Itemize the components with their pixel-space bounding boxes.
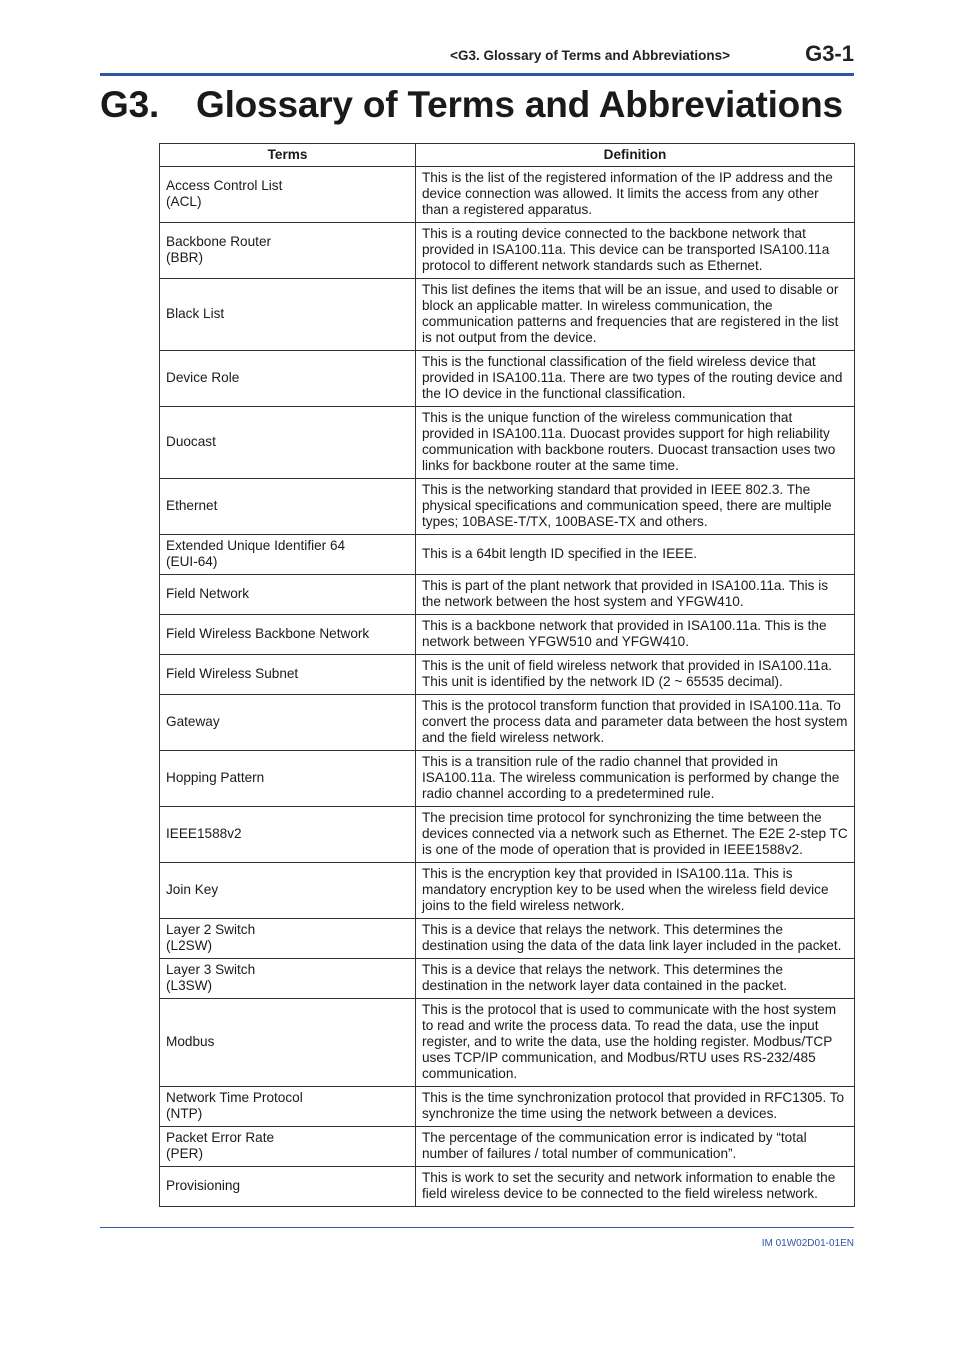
table-row: [160, 615, 855, 655]
page-number: G3-1: [805, 41, 854, 66]
definition-cell: This is the list of the registered information of the IP address and the device connection was allowed. It limits the access from any other than a registered apparatus.: [416, 167, 855, 223]
term-cell: Packet Error Rate (PER): [160, 1127, 416, 1167]
table-row: [160, 1167, 855, 1207]
definition-cell: This is the networking standard that provided in IEEE 802.3. The physical specifications and communication speed, there are multiple types; 10BASE-T/TX, 100BASE-TX and others.: [416, 479, 855, 535]
term-cell: Black List: [160, 279, 416, 351]
table-row: [160, 223, 855, 279]
term-cell: Layer 3 Switch (L3SW): [160, 959, 416, 999]
glossary-table: [159, 143, 855, 1207]
term-cell: Network Time Protocol (NTP): [160, 1087, 416, 1127]
column-header-definition: Definition: [416, 144, 855, 167]
table-row: [160, 575, 855, 615]
table-row: [160, 695, 855, 751]
definition-cell: This is a routing device connected to the backbone network that provided in ISA100.11a. This device can be transported ISA100.11a protocol to different network standards such as Ethernet.: [416, 223, 855, 279]
definition-cell: This is the unique function of the wireless communication that provided in ISA100.11a. Duocast provides support for high reliability communication with backbone routers. Duocast transaction uses two links for backbone router at the same time.: [416, 407, 855, 479]
term-cell: Duocast: [160, 407, 416, 479]
table-row: [160, 279, 855, 351]
term-cell: Ethernet: [160, 479, 416, 535]
page-title: [100, 84, 843, 126]
term-cell: Backbone Router (BBR): [160, 223, 416, 279]
definition-cell: This is the unit of field wireless network that provided in ISA100.11a. This unit is identified by the network ID (2 ~ 65535 decimal).: [416, 655, 855, 695]
table-row: [160, 351, 855, 407]
term-cell: Field Wireless Backbone Network: [160, 615, 416, 655]
term-cell: IEEE1588v2: [160, 807, 416, 863]
definition-cell: This is the functional classification of the field wireless device that provided in ISA100.11a. There are two types of the routing device and the IO device in the functional classification.: [416, 351, 855, 407]
definition-cell: This list defines the items that will be an issue, and used to disable or block an applicable matter. In wireless communication, the communication patterns and frequencies that are registered in the list is not output from the device.: [416, 279, 855, 351]
table-row: [160, 919, 855, 959]
running-title: <G3. Glossary of Terms and Abbreviations>: [450, 48, 730, 63]
term-cell: Access Control List (ACL): [160, 167, 416, 223]
term-cell: Hopping Pattern: [160, 751, 416, 807]
definition-cell: This is part of the plant network that provided in ISA100.11a. This is the network between the host system and YFGW410.: [416, 575, 855, 615]
column-header-terms: Terms: [160, 144, 416, 167]
table-row: [160, 535, 855, 575]
table-row: [160, 1087, 855, 1127]
definition-cell: This is a device that relays the network. This determines the destination using the data of the data link layer included in the packet.: [416, 919, 855, 959]
table-row: [160, 959, 855, 999]
glossary-body: [160, 167, 855, 1207]
table-row: [160, 999, 855, 1087]
term-cell: Join Key: [160, 863, 416, 919]
table-row: [160, 863, 855, 919]
definition-cell: This is the encryption key that provided in ISA100.11a. This is mandatory encryption key to be used when the wireless field device joins to the field wireless network.: [416, 863, 855, 919]
table-row: [160, 407, 855, 479]
definition-cell: The precision time protocol for synchronizing the time between the devices connected via a network such as Ethernet. The E2E 2-step TC is one of the mode of operation that is provided in IEEE1588v2.: [416, 807, 855, 863]
term-cell: Modbus: [160, 999, 416, 1087]
term-cell: Field Wireless Subnet: [160, 655, 416, 695]
page-header: [100, 40, 854, 76]
definition-cell: This is work to set the security and network information to enable the field wireless device to be connected to the field wireless network.: [416, 1167, 855, 1207]
definition-cell: The percentage of the communication error is indicated by “total number of failures / total number of communication”.: [416, 1127, 855, 1167]
term-cell: Field Network: [160, 575, 416, 615]
term-cell: Extended Unique Identifier 64 (EUI-64): [160, 535, 416, 575]
table-row: [160, 807, 855, 863]
table-row: [160, 655, 855, 695]
table-header-row: [160, 144, 855, 167]
definition-cell: This is a 64bit length ID specified in the IEEE.: [416, 535, 855, 575]
table-row: [160, 751, 855, 807]
definition-cell: This is a backbone network that provided in ISA100.11a. This is the network between YFGW510 and YFGW410.: [416, 615, 855, 655]
term-cell: Device Role: [160, 351, 416, 407]
definition-cell: This is the time synchronization protocol that provided in RFC1305. To synchronize the time using the network between a devices.: [416, 1087, 855, 1127]
term-cell: Provisioning: [160, 1167, 416, 1207]
footer-rule: [100, 1227, 854, 1228]
header-rule: [100, 73, 854, 76]
definition-cell: This is the protocol that is used to communicate with the host system to read and write the process data. To read the data, use the input register, and to write the data, use the holding register. Modbus/TCP uses TCP/IP communication, and Modbus/RTU uses RS-232/485 communication.: [416, 999, 855, 1087]
section-title: Glossary of Terms and Abbreviations: [196, 84, 843, 125]
term-cell: Gateway: [160, 695, 416, 751]
term-cell: Layer 2 Switch (L2SW): [160, 919, 416, 959]
definition-cell: This is a device that relays the network. This determines the destination in the network layer data contained in the packet.: [416, 959, 855, 999]
definition-cell: This is a transition rule of the radio channel that provided in ISA100.11a. The wireless communication is performed by change the radio channel according to a predetermined rule.: [416, 751, 855, 807]
table-row: [160, 479, 855, 535]
table-row: [160, 167, 855, 223]
table-row: [160, 1127, 855, 1167]
section-number: G3.: [100, 84, 160, 125]
definition-cell: This is the protocol transform function that provided in ISA100.11a. To convert the process data and parameter data between the host system and the field wireless network.: [416, 695, 855, 751]
document-id: IM 01W02D01-01EN: [761, 1238, 854, 1249]
